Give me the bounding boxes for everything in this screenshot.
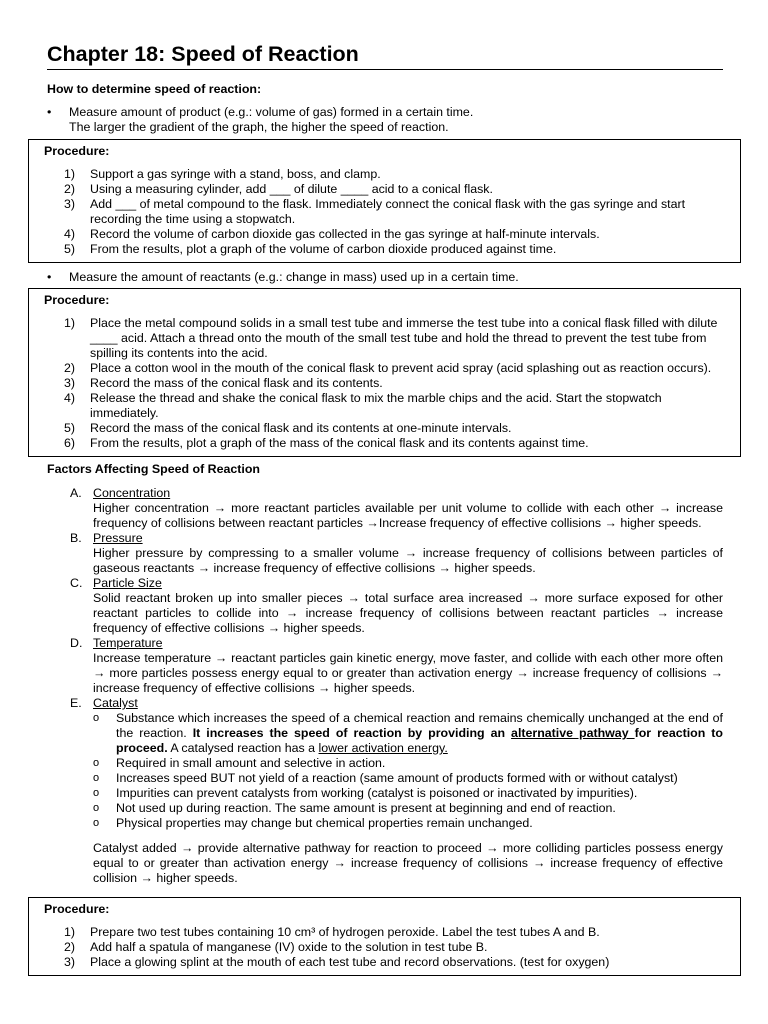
- procedure-steps: [44, 925, 730, 970]
- step-text: Record the volume of carbon dioxide gas collected in the gas syringe at half-minute intervals.: [90, 227, 600, 241]
- factor-letter: A.: [70, 486, 82, 500]
- procedure-step: [64, 376, 730, 391]
- catalyst-points: [93, 711, 723, 831]
- step-number: 2): [64, 182, 76, 196]
- bullet-text: The larger the gradient of the graph, the higher the speed of reaction.: [69, 120, 449, 134]
- step-number: 2): [64, 940, 76, 954]
- procedure-step: [64, 391, 730, 421]
- catalyst-point: [93, 711, 723, 756]
- step-number: 3): [64, 955, 76, 969]
- bullet-text: Measure the amount of reactants (e.g.: change in mass) used up in a certain time.: [69, 270, 519, 284]
- catalyst-point: [93, 801, 723, 816]
- catalyst-definition: Substance which increases the speed of a chemical reaction and remains chemically unchanged at the end of the reaction.: [116, 711, 723, 740]
- lower-activation-energy-term: lower activation energy.: [318, 741, 448, 755]
- catalyst-point: [93, 756, 723, 771]
- catalyst-point-text: Increases speed BUT not yield of a reaction (same amount of products formed with or without catalyst): [116, 771, 678, 785]
- procedure-step: [64, 242, 730, 257]
- step-text: Using a measuring cylinder, add ___ of dilute ____ acid to a conical flask.: [90, 182, 493, 196]
- factor-description: Higher concentration → more reactant particles available per unit volume to collide with each other → increase frequency of collisions between reactant particles →Increase frequency of effective collisions → higher speeds.: [93, 501, 723, 530]
- procedure-step: [64, 361, 730, 376]
- circle-bullet-icon: o: [93, 757, 100, 769]
- factor-pressure: [47, 531, 723, 576]
- step-text: Place the metal compound solids in a small test tube and immerse the test tube into a conical flask filled with dilute ____ acid. Attach a thread onto the mouth of the small test tube and hold the thread to prevent the test tube from spilling its contents into the acid.: [90, 316, 718, 360]
- step-number: 5): [64, 421, 76, 435]
- step-number: 4): [64, 227, 76, 241]
- procedure-box-2: [28, 288, 741, 457]
- catalyst-point-text: Impurities can prevent catalysts from working (catalyst is poisoned or inactivated by impurities).: [116, 786, 638, 800]
- step-text: Release the thread and shake the conical flask to mix the marble chips and the acid. Start the stopwatch immediately.: [90, 391, 662, 420]
- catalyst-point-text: Physical properties may change but chemical properties remain unchanged.: [116, 816, 533, 830]
- catalyst-point: [93, 816, 723, 831]
- bullet-text: Measure amount of product (e.g.: volume of gas) formed in a certain time.: [69, 105, 474, 119]
- factor-concentration: [47, 486, 723, 531]
- step-text: Support a gas syringe with a stand, boss, and clamp.: [90, 167, 381, 181]
- catalyst-point: [93, 771, 723, 786]
- procedure-step: [64, 421, 730, 436]
- procedure-step: [64, 316, 730, 361]
- factor-name: Catalyst: [93, 696, 138, 710]
- factor-letter: C.: [70, 576, 83, 590]
- circle-bullet-icon: o: [93, 802, 100, 814]
- circle-bullet-icon: o: [93, 787, 100, 799]
- step-number: 1): [64, 925, 76, 939]
- chapter-title: Chapter 18: Speed of Reaction: [47, 40, 723, 70]
- catalyst-activation-text: A catalysed reaction has a: [167, 741, 319, 755]
- step-number: 6): [64, 436, 76, 450]
- procedure-step: [64, 167, 730, 182]
- step-text: From the results, plot a graph of the volume of carbon dioxide produced against time.: [90, 242, 557, 256]
- step-number: 1): [64, 316, 76, 330]
- document-page: [44, 40, 723, 976]
- catalyst-point: [93, 786, 723, 801]
- catalyst-key-statement: It increases the speed of reaction by providing an: [192, 726, 512, 740]
- step-text: Add half a spatula of manganese (IV) oxide to the solution in test tube B.: [90, 940, 488, 954]
- procedure-step: [64, 940, 730, 955]
- procedure-box-1: [28, 139, 741, 263]
- factor-name: Temperature: [93, 636, 163, 650]
- catalyst-point-text: Required in small amount and selective in action.: [116, 756, 386, 770]
- procedure-step: [64, 197, 730, 227]
- bullet-icon: •: [47, 270, 52, 284]
- step-text: Place a cotton wool in the mouth of the conical flask to prevent acid spray (acid splashing out as reaction occurs).: [90, 361, 712, 375]
- procedure-step: [64, 436, 730, 451]
- factor-name: Particle Size: [93, 576, 162, 590]
- step-number: 4): [64, 391, 76, 405]
- factor-catalyst: [47, 696, 723, 831]
- procedure-step: [64, 955, 730, 970]
- step-number: 3): [64, 197, 76, 211]
- catalyst-key-statement-end: for reaction to proceed.: [116, 726, 723, 755]
- factor-letter: D.: [70, 636, 83, 650]
- step-number: 3): [64, 376, 76, 390]
- step-text: Record the mass of the conical flask and its contents at one-minute intervals.: [90, 421, 512, 435]
- step-number: 5): [64, 242, 76, 256]
- procedure-step: [64, 227, 730, 242]
- factor-name: Concentration: [93, 486, 171, 500]
- step-number: 2): [64, 361, 76, 375]
- factor-description: Increase temperature → reactant particles gain kinetic energy, move faster, and collide with each other more often → more particles possess energy equal to or greater than activation energy → increase frequency of collisions → increase frequency of effective collisions → higher speeds.: [93, 651, 723, 695]
- procedure-title: Procedure:: [44, 293, 110, 307]
- circle-bullet-icon: o: [93, 712, 100, 724]
- procedure-steps: [44, 316, 730, 451]
- catalyst-point-text: Not used up during reaction. The same amount is present at beginning and end of reaction.: [116, 801, 616, 815]
- catalyst-summary: Catalyst added → provide alternative pathway for reaction to proceed → more colliding particles possess energy equal to or greater than activation energy → increase frequency of collisions → increase frequency of effective collision → higher speeds.: [93, 841, 723, 885]
- step-text: Add ___ of metal compound to the flask. Immediately connect the conical flask with the gas syringe and start recording the time using a stopwatch.: [90, 197, 686, 226]
- factor-particle-size: [47, 576, 723, 636]
- procedure-step: [64, 925, 730, 940]
- step-text: Record the mass of the conical flask and its contents.: [90, 376, 383, 390]
- procedure-steps: [44, 167, 730, 257]
- factor-description: Higher pressure by compressing to a smaller volume → increase frequency of collisions between particles of gaseous reactants → increase frequency of effective collisions → higher speeds.: [93, 546, 723, 575]
- step-text: Place a glowing splint at the mouth of each test tube and record observations. (test for oxygen): [90, 955, 610, 969]
- procedure-step: [64, 182, 730, 197]
- bullet-product: [47, 105, 723, 135]
- circle-bullet-icon: o: [93, 772, 100, 784]
- factors-heading: Factors Affecting Speed of Reaction: [47, 462, 260, 476]
- alternative-pathway-term: alternative pathway: [511, 726, 635, 740]
- section-heading-how: How to determine speed of reaction:: [47, 82, 262, 96]
- step-text: From the results, plot a graph of the mass of the conical flask and its contents against time.: [90, 436, 589, 450]
- factor-description: Solid reactant broken up into smaller pieces → total surface area increased → more surface exposed for other reactant particles to collide into → increase frequency of collisions between reactant particles → increase frequency of effective collisions → higher speeds.: [93, 591, 723, 635]
- procedure-title: Procedure:: [44, 144, 110, 158]
- step-text: Prepare two test tubes containing 10 cm³ of hydrogen peroxide. Label the test tubes A and B.: [90, 925, 600, 939]
- factor-temperature: [47, 636, 723, 696]
- factor-name: Pressure: [93, 531, 143, 545]
- circle-bullet-icon: o: [93, 817, 100, 829]
- procedure-box-3: [28, 897, 741, 976]
- factor-letter: B.: [70, 531, 82, 545]
- procedure-title: Procedure:: [44, 902, 110, 916]
- bullet-reactants: [47, 270, 723, 285]
- factor-letter: E.: [70, 696, 82, 710]
- step-number: 1): [64, 167, 76, 181]
- bullet-icon: •: [47, 105, 52, 119]
